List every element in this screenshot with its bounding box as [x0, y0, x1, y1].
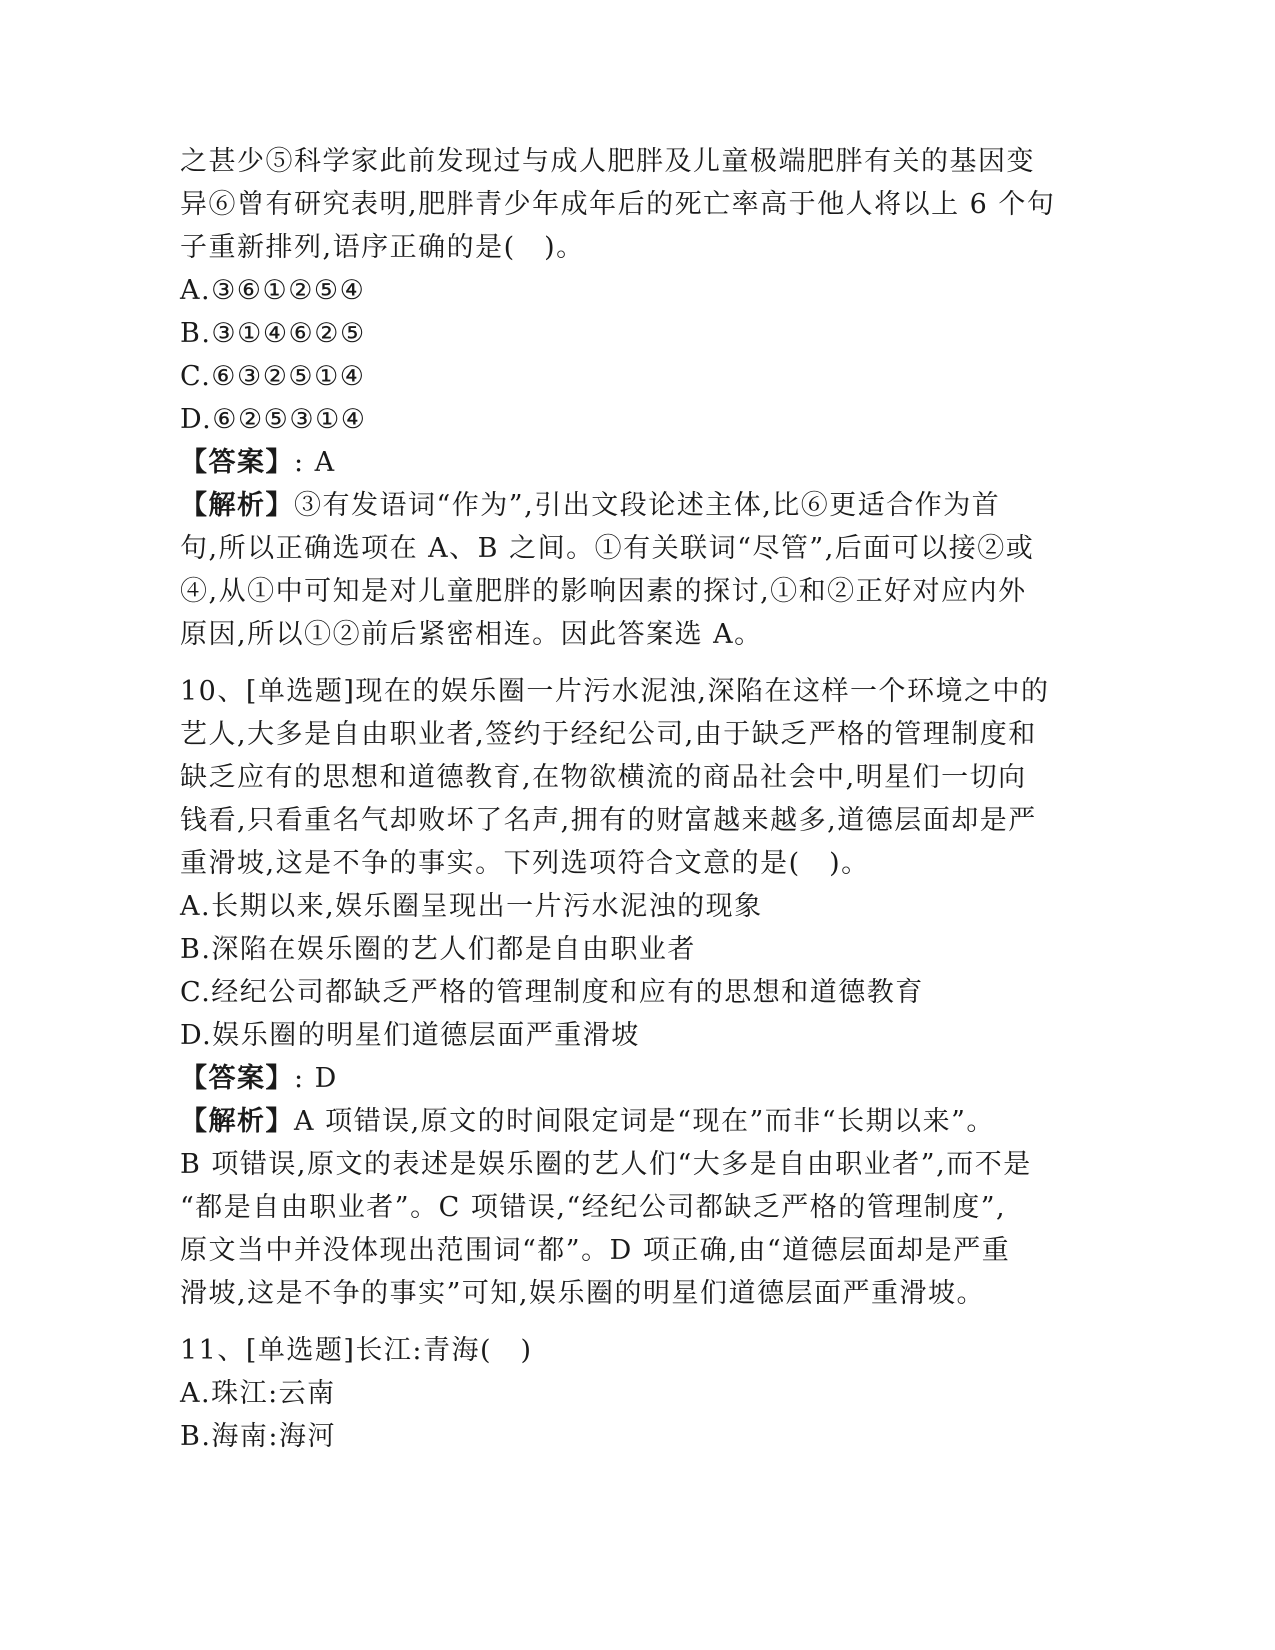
- answer-value: : A: [294, 447, 336, 478]
- analysis-line: 滑坡,这是不争的事实”可知,娱乐圈的明星们道德层面严重滑坡。: [180, 1278, 985, 1309]
- option-b: B.海南:海河: [180, 1421, 337, 1452]
- question-separator: [180, 1315, 1060, 1329]
- question-text-line: 10、[单选题]现在的娱乐圈一片污水泥浊,深陷在这样一个环境之中的: [180, 676, 1050, 707]
- analysis-label: 【解析】: [180, 1106, 294, 1137]
- question-10-answer: [180, 1057, 1060, 1100]
- option-d: D.娱乐圈的明星们道德层面严重滑坡: [180, 1020, 640, 1051]
- analysis-label: 【解析】: [180, 490, 294, 521]
- question-9-stem: [180, 140, 1060, 269]
- option-c: C.⑥③②⑤①④: [180, 361, 366, 392]
- document-page: [180, 140, 1060, 1458]
- answer-label: 【答案】: [180, 1063, 294, 1094]
- question-text-line: 异⑥曾有研究表明,肥胖青少年成年后的死亡率高于他人将以上 6 个句: [180, 189, 1056, 220]
- question-11-options: [180, 1372, 1060, 1458]
- option-a: A.③⑥①②⑤④: [180, 275, 366, 306]
- answer-value: : D: [294, 1063, 338, 1094]
- analysis-text: ③有发语词“作为”,引出文段论述主体,比⑥更适合作为首: [294, 490, 1001, 521]
- question-11-stem: 11、[单选题]长江:青海( ): [180, 1335, 533, 1366]
- question-10-analysis: [180, 1100, 1060, 1315]
- option-a: A.长期以来,娱乐圈呈现出一片污水泥浊的现象: [180, 891, 763, 922]
- analysis-line: 原因,所以①②前后紧密相连。因此答案选 A。: [180, 619, 763, 650]
- question-text-line: 钱看,只看重名气却败坏了名声,拥有的财富越来越多,道德层面却是严: [180, 805, 1037, 836]
- option-b: B.深陷在娱乐圈的艺人们都是自由职业者: [180, 934, 696, 965]
- answer-label: 【答案】: [180, 447, 294, 478]
- analysis-line: 原文当中并没体现出范围词“都”。D 项正确,由“道德层面却是严重: [180, 1235, 1011, 1266]
- analysis-line: 句,所以正确选项在 A、B 之间。①有关联词“尽管”,后面可以接②或: [180, 533, 1035, 564]
- question-text-line: 重滑坡,这是不争的事实。下列选项符合文意的是( )。: [180, 848, 870, 879]
- question-10-options: [180, 885, 1060, 1057]
- question-text-line: 子重新排列,语序正确的是( )。: [180, 232, 585, 263]
- analysis-line: [180, 1100, 1060, 1143]
- question-separator: [180, 656, 1060, 670]
- question-9-options: [180, 269, 1060, 441]
- analysis-line: “都是自由职业者”。C 项错误,“经纪公司都缺乏严格的管理制度”,: [180, 1192, 1007, 1223]
- analysis-line: [180, 484, 1060, 527]
- analysis-text: A 项错误,原文的时间限定词是“现在”而非“长期以来”。: [294, 1106, 995, 1137]
- option-c: C.经纪公司都缺乏严格的管理制度和应有的思想和道德教育: [180, 977, 924, 1008]
- question-9-answer: [180, 441, 1060, 484]
- option-b: B.③①④⑥②⑤: [180, 318, 366, 349]
- option-d: D.⑥②⑤③①④: [180, 404, 367, 435]
- analysis-line: ④,从①中可知是对儿童肥胖的影响因素的探讨,①和②正好对应内外: [180, 576, 1027, 607]
- question-text-line: 之甚少⑤科学家此前发现过与成人肥胖及儿童极端肥胖有关的基因变: [180, 146, 1035, 177]
- question-text-line: 缺乏应有的思想和道德教育,在物欲横流的商品社会中,明星们一切向: [180, 762, 1027, 793]
- question-text-line: 艺人,大多是自由职业者,签约于经纪公司,由于缺乏严格的管理制度和: [180, 719, 1037, 750]
- question-9-analysis: [180, 484, 1060, 656]
- question-10-stem: [180, 670, 1060, 885]
- analysis-line: B 项错误,原文的表述是娱乐圈的艺人们“大多是自由职业者”,而不是: [180, 1149, 1032, 1180]
- option-a: A.珠江:云南: [180, 1378, 336, 1409]
